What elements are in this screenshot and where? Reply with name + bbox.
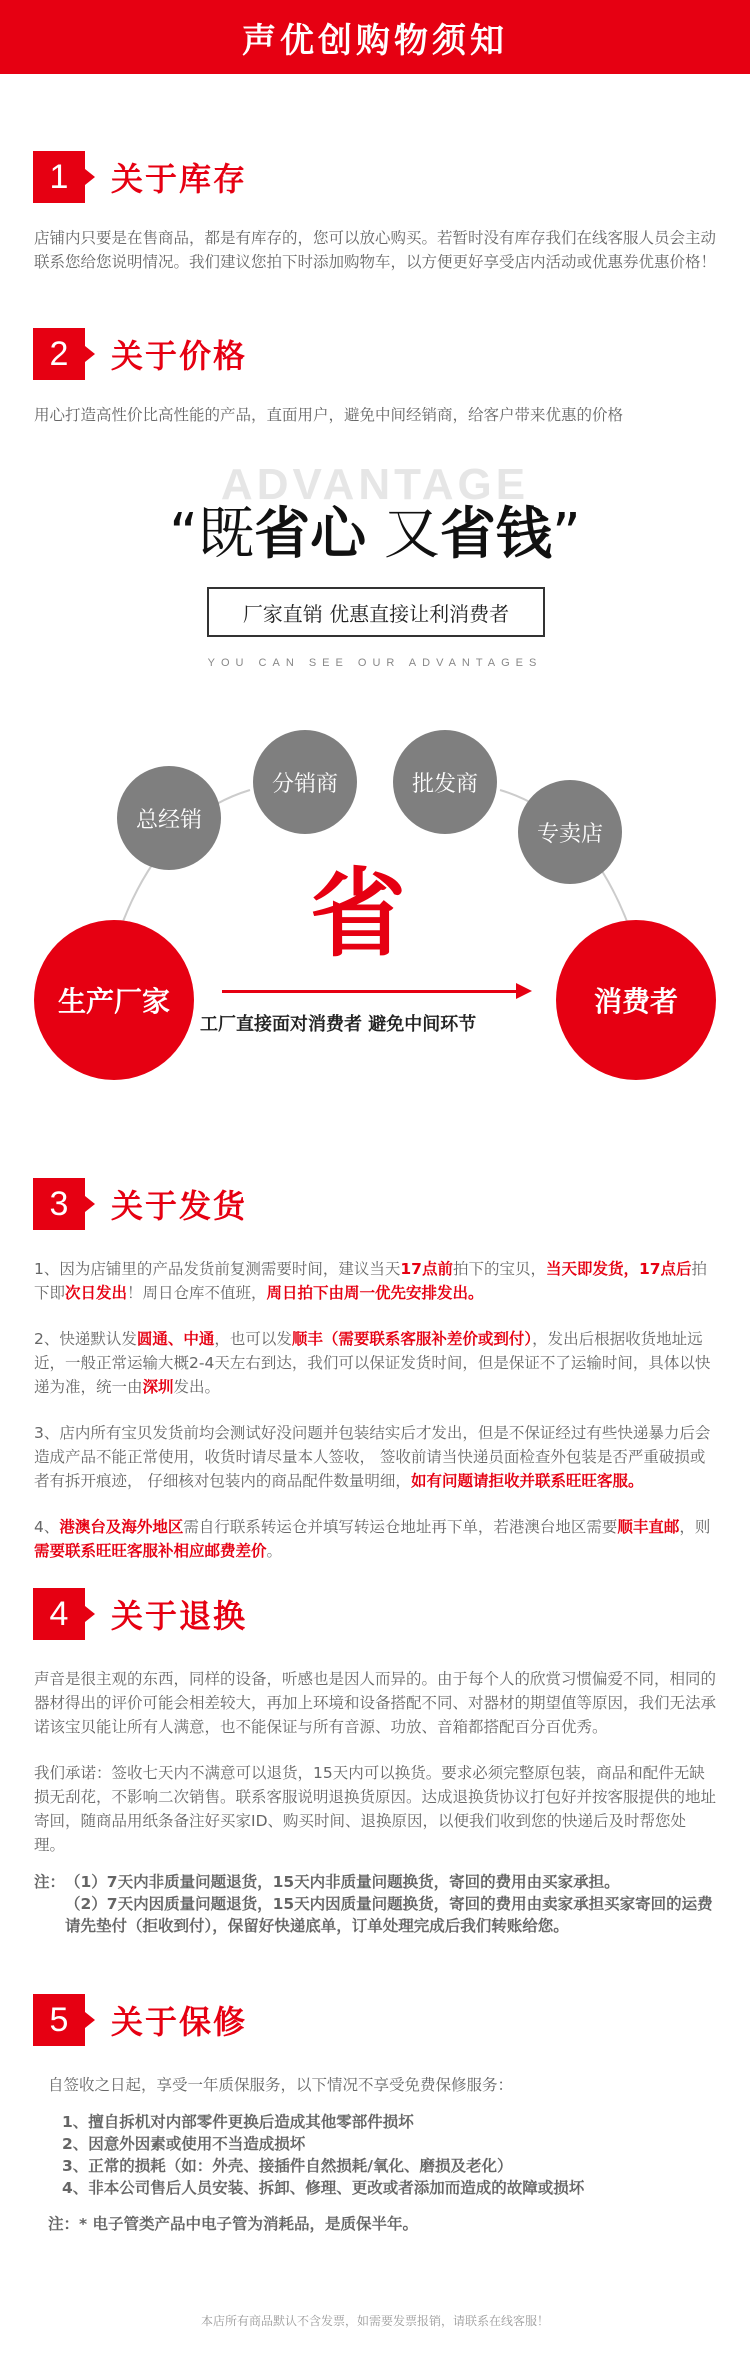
section-stock: [0, 150, 750, 274]
warranty-intro: 自签收之日起，享受一年质保服务，以下情况不享受免费保修服务：: [48, 2076, 514, 2094]
returns-note-list: [65, 1871, 716, 1937]
advantage-subtitle: YOU CAN SEE OUR ADVANTAGES: [207, 657, 543, 669]
list-item: 1、擅自拆机对内部零件更换后造成其他零部件损坏: [62, 2113, 414, 2131]
returns-text-2: 我们承诺：签收七天内不满意可以退货，15天内可以换货。要求必须完整原包装，商品和配件无缺损无刮花，不影响二次销售。联系客服说明退换货原因。达成退换货协议打包好并按客服提供的地址寄回，随商品用纸条备注好买家ID、购买时间、退换原因，以便我们收到您的快递后及时帮您处理。: [34, 1764, 717, 1854]
section-header: [0, 327, 750, 381]
page-banner: 声优创购物须知: [0, 0, 750, 74]
flow-arrow: [222, 990, 520, 993]
circle-manufacturer: 生产厂家: [34, 920, 194, 1080]
shipping-item-2: 2、快递默认发圆通、中通，也可以发顺丰（需要联系客服补差价或到付），发出后根据收货地址远近，一般正常运输大概2-4天左右到达，我们可以保证发货时间，但是保证不了运输时间，具体以快递为准，统一由深圳发出。: [34, 1330, 711, 1396]
section-title: 关于库存: [111, 160, 248, 198]
section-title: 关于价格: [111, 337, 248, 375]
section-returns: [0, 1587, 750, 1937]
footer-note: 本店所有商品默认不含发票，如需要发票报销，请联系在线客服！: [200, 2314, 549, 2328]
section-warranty: [0, 1993, 750, 2235]
section-number: 5: [33, 1994, 85, 2046]
returns-note: 注： （1）7天内非质量问题退货，15天内非质量问题换货，寄回的费用由买家承担。 （2）7天内因质量问题退货，15天内因质量问题换货，寄回的费用由卖家承担买家寄回的运费请先垫付（拒收到付），保留好快递底单，订单处理完成后我们转账给您。: [0, 1871, 750, 1937]
advantage-slogan: “既省心 又省钱”: [169, 502, 581, 567]
circle-wholesaler: 批发商: [393, 730, 497, 834]
section-number: 4: [33, 1588, 85, 1640]
advantage-watermark: ADVANTAGE: [220, 460, 530, 509]
warranty-note: 注：* 电子管类产品中电子管为消耗品，是质保半年。: [48, 2215, 419, 2233]
section-number: 3: [33, 1178, 85, 1230]
section-header: [0, 1587, 750, 1641]
direct-sale-box: 厂家直销 优惠直接让利消费者: [207, 587, 545, 637]
section-header: [0, 150, 750, 204]
returns-text-1: 声音是很主观的东西，同样的设备，听感也是因人而异的。由于每个人的欣赏习惯偏爱不同，相同的器材得出的评价可能会相差较大，再加上环境和设备搭配不同、对器材的期望值等原因，我们无法承诺该宝贝能让所有人满意，也不能保证与所有音源、功放、音箱都搭配百分百优秀。: [34, 1670, 717, 1736]
circle-consumer: 消费者: [556, 920, 716, 1080]
shipping-item-1: 1、因为店铺里的产品发货前复测需要时间，建议当天17点前拍下的宝贝，当天即发货，17点后拍下即次日发出！周日仓库不值班，周日拍下由周一优先安排发出。: [34, 1260, 708, 1302]
circle-specialty-store: 专卖店: [518, 780, 622, 884]
flow-caption: 工厂直接面对消费者 避免中间环节: [200, 1014, 477, 1035]
stock-text: 店铺内只要是在售商品，都是有库存的，您可以放心购买。若暂时没有库存我们在线客服人员会主动联系您给您说明情况。我们建议您拍下时添加购物车，以方便更好享受店内活动或优惠券优惠价格！: [34, 229, 717, 271]
list-item: 3、正常的损耗（如：外壳、接插件自然损耗/氧化、磨损及老化）: [62, 2157, 513, 2175]
section-title: 关于保修: [111, 2003, 248, 2041]
circle-distributor: 分销商: [253, 730, 357, 834]
section-shipping: [0, 1177, 750, 1563]
section-number: 1: [33, 151, 85, 203]
list-item: 2、因意外因素或使用不当造成损坏: [62, 2135, 306, 2153]
section-price: [0, 327, 750, 427]
circle-general-distributor: 总经销: [117, 766, 221, 870]
returns-note-1: （1）7天内非质量问题退货，15天内非质量问题换货，寄回的费用由买家承担。: [65, 1873, 620, 1891]
section-header: [0, 1177, 750, 1231]
section-title: 关于发货: [111, 1187, 248, 1225]
save-character: 省: [310, 858, 406, 970]
section-header: [0, 1993, 750, 2047]
shipping-item-3: 3、店内所有宝贝发货前均会测试好没问题并包装结实后才发出，但是不保证经过有些快递暴力后会造成产品不能正常使用，收货时请尽量本人签收， 签收前请当快递员面检查外包装是否严重破损或者有拆开痕迹， 仔细核对包装内的商品配件数量明细，如有问题请拒收并联系旺旺客服。: [34, 1424, 711, 1490]
section-number: 2: [33, 328, 85, 380]
price-text: 用心打造高性价比高性能的产品，直面用户，避免中间经销商，给客户带来优惠的价格: [34, 406, 624, 424]
warranty-list: [0, 2111, 750, 2199]
section-title: 关于退换: [111, 1597, 248, 1635]
list-item: 4、非本公司售后人员安装、拆卸、修理、更改或者添加而造成的故障或损坏: [62, 2179, 585, 2197]
returns-note-2: （2）7天内因质量问题退货，15天内因质量问题换货，寄回的费用由卖家承担买家寄回的运费请先垫付（拒收到付），保留好快递底单，订单处理完成后我们转账给您。: [65, 1895, 713, 1935]
arrow-head-icon: [516, 983, 532, 999]
shipping-item-4: 4、港澳台及海外地区需自行联系转运仓并填写转运仓地址再下单，若港澳台地区需要顺丰直邮，则需要联系旺旺客服补相应邮费差价。: [34, 1518, 711, 1560]
